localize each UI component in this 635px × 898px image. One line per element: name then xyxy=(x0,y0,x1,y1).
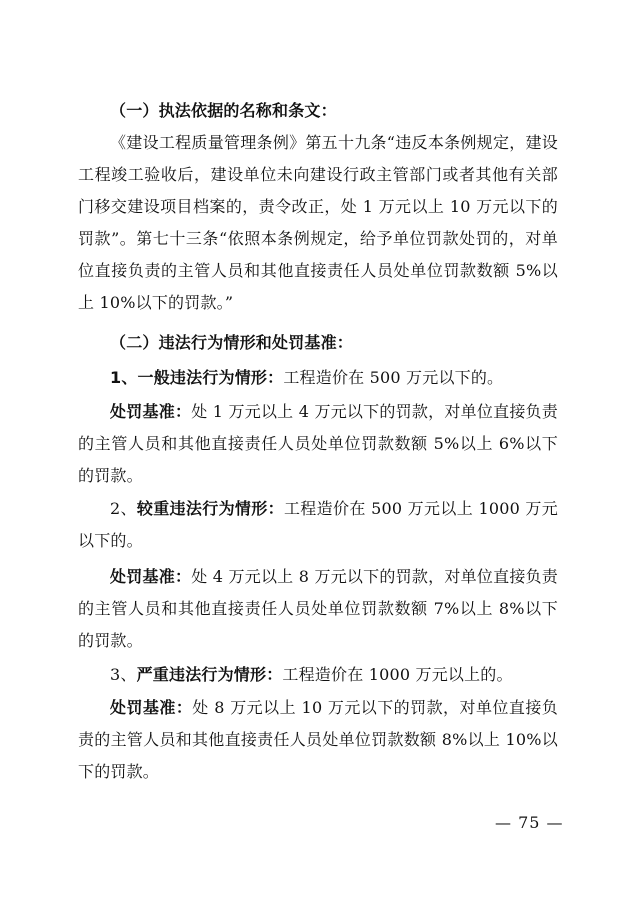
level2-penalty xyxy=(78,561,558,657)
section-heading-text: （二）违法行为情形和处罚基准： xyxy=(110,333,354,352)
page-number: — 75 — xyxy=(495,813,564,832)
level3-penalty-label: 处罚基准： xyxy=(110,698,193,717)
level2-situation xyxy=(78,493,558,557)
level3-penalty xyxy=(78,692,558,788)
level3-situation xyxy=(78,659,558,691)
legal-basis-paragraph xyxy=(78,127,558,319)
section-heading-penalty-standards xyxy=(78,327,558,359)
level2-penalty-text: 处 4 万元以上 8 万元以下的罚款，对单位直接负责的主管人员和其他直接责任人员处单位罚款数额 7%以上 8%以下的罚款。 xyxy=(78,567,558,650)
level1-text: 工程造价在 500 万元以下的。 xyxy=(283,368,504,387)
level2-penalty-label: 处罚基准： xyxy=(110,567,192,586)
level1-penalty-text: 处 1 万元以上 4 万元以下的罚款，对单位直接负责的主管人员和其他直接责任人员处单位罚款数额 5%以上 6%以下的罚款。 xyxy=(78,402,558,485)
level3-prefix: 3、 xyxy=(110,665,137,684)
level1-label: 1、一般违法行为情形： xyxy=(110,368,284,387)
section-heading-text: （一）执法依据的名称和条文： xyxy=(110,101,337,120)
level1-penalty-label: 处罚基准： xyxy=(110,402,192,421)
level2-label: 较重违法行为情形： xyxy=(136,499,284,518)
legal-basis-text: 《建设工程质量管理条例》第五十九条“违反本条例规定，建设工程竣工验收后，建设单位未向建设行政主管部门或者其他有关部门移交建设项目档案的，责令改正，处 1 万元以上 10 万元以下的罚款”。第七十三条“依照本条例规定，给予单位罚款处罚的，对单位直接负责的主管人员和其他直接责任人员处单位罚款数额 5%以上 10%以下的罚款。” xyxy=(78,133,558,312)
level3-label: 严重违法行为情形： xyxy=(136,665,283,684)
level3-text: 工程造价在 1000 万元以上的。 xyxy=(282,665,513,684)
section-heading-legal-basis xyxy=(78,95,558,127)
level2-prefix: 2、 xyxy=(110,499,137,518)
level2-text: 工程造价在 500 万元以上 1000 万元以下的。 xyxy=(78,499,558,550)
level3-penalty-text: 处 8 万元以上 10 万元以下的罚款，对单位直接负责的主管人员和其他直接责任人员处单位罚款数额 8%以上 10%以下的罚款。 xyxy=(78,698,558,781)
level1-situation xyxy=(78,362,558,394)
level1-penalty xyxy=(78,396,558,492)
